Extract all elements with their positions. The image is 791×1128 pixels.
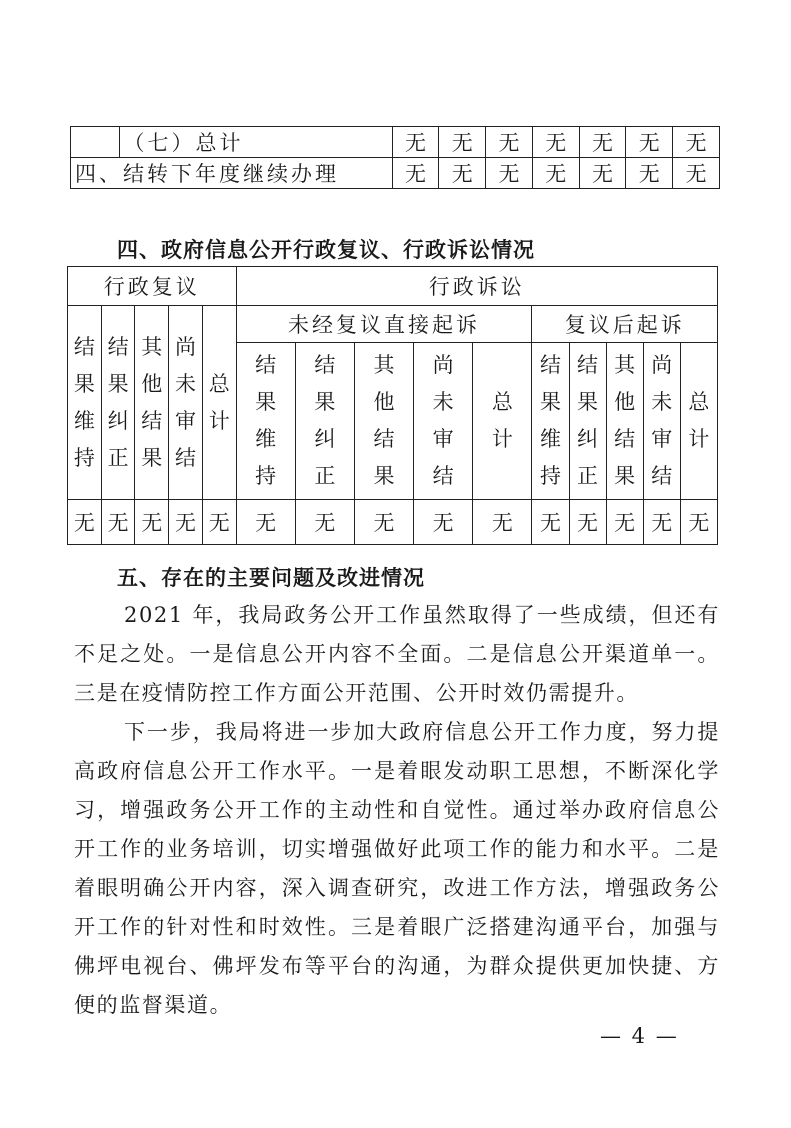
- review-litigation-table: [67, 266, 718, 545]
- cell-value: 无: [673, 158, 720, 189]
- col-header: [236, 343, 295, 500]
- col-header: [569, 343, 606, 500]
- cell-value: 无: [486, 158, 533, 189]
- table-row: [68, 267, 718, 306]
- cell-value: 无: [673, 127, 720, 158]
- vertical-label: 其 他 结 果: [373, 353, 395, 488]
- col-header: [101, 306, 135, 500]
- cell-value: 无: [169, 500, 203, 545]
- cell-value: 无: [202, 500, 236, 545]
- after-review-header: 复议后起诉: [532, 306, 718, 343]
- cell-value: 无: [473, 500, 532, 545]
- cell-value: 无: [439, 127, 486, 158]
- table-row: [71, 127, 720, 158]
- cell-value: 无: [486, 127, 533, 158]
- cell-value: 无: [354, 500, 413, 545]
- cell-value: 无: [532, 127, 579, 158]
- col-header: [532, 343, 569, 500]
- vertical-label: 尚 未 审 结: [175, 334, 197, 470]
- col-header: [354, 343, 413, 500]
- cell-value: 无: [626, 158, 673, 189]
- cell-value: 无: [101, 500, 135, 545]
- cell-value: 无: [295, 500, 354, 545]
- vertical-label: 结 果 维 持: [539, 353, 561, 488]
- col-header: [473, 343, 532, 500]
- cell-value: 无: [68, 500, 102, 545]
- cell-value: 无: [532, 158, 579, 189]
- cell-value: 无: [579, 127, 626, 158]
- vertical-label: 结 果 维 持: [73, 334, 95, 470]
- vertical-label: 结 果 纠 正: [107, 334, 129, 470]
- paragraph: 下一步，我局将进一步加大政府信息公开工作力度，努力提高政府信息公开工作水平。一是着眼发动职工思想，不断深化学习，增强政务公开工作的主动性和自觉性。通过举办政府信息公开工作的业务培训，切实增强做好此项工作的能力和水平。二是着眼明确公开内容，深入调查研究，改进工作方法，增强政务公开工作的针对性和时效性。三是着眼广泛搭建沟通平台，加强与佛坪电视台、佛坪发布等平台的沟通，为群众提供更加快捷、方便的监督渠道。: [74, 720, 720, 1017]
- vertical-label: 总 计: [491, 390, 513, 451]
- table-row: [71, 158, 720, 189]
- cell-value: 无: [626, 127, 673, 158]
- cell-value: 无: [392, 127, 439, 158]
- vertical-label: 结 果 维 持: [255, 353, 277, 488]
- section-heading: 五、存在的主要问题及改进情况: [117, 566, 425, 590]
- col-header: [169, 306, 203, 500]
- table-row: [68, 306, 718, 343]
- cell-value: 无: [579, 158, 626, 189]
- cell-value: 无: [532, 500, 569, 545]
- vertical-label: 结 果 纠 正: [314, 353, 336, 488]
- col-header: [68, 306, 102, 500]
- direct-suit-header: 未经复议直接起诉: [236, 306, 532, 343]
- paragraph: 2021 年，我局政务公开工作虽然取得了一些成绩，但还有不足之处。一是信息公开内容不全面。二是信息公开渠道单一。三是在疫情防控工作方面公开范围、公开时效仍需提升。: [74, 603, 720, 705]
- cell-value: 无: [569, 500, 606, 545]
- cell-value: 无: [392, 158, 439, 189]
- vertical-label: 尚 未 审 结: [432, 353, 454, 488]
- row-label: （七）总计: [119, 127, 392, 158]
- col-header: [643, 343, 680, 500]
- col-header: [414, 343, 473, 500]
- table-row: [68, 500, 718, 545]
- cell-value: 无: [439, 158, 486, 189]
- page-number: — 4 —: [600, 1024, 679, 1048]
- empty-cell: [71, 127, 120, 158]
- vertical-label: 其 他 结 果: [614, 353, 636, 488]
- vertical-label: 总 计: [688, 390, 710, 451]
- cell-value: 无: [606, 500, 643, 545]
- vertical-label: 结 果 纠 正: [577, 353, 599, 488]
- row-label: 四、结转下年度继续办理: [71, 158, 393, 189]
- cell-value: 无: [236, 500, 295, 545]
- cell-value: 无: [643, 500, 680, 545]
- cell-value: 无: [680, 500, 717, 545]
- cell-value: 无: [135, 500, 169, 545]
- vertical-label: 尚 未 审 结: [651, 353, 673, 488]
- vertical-label: 其 他 结 果: [141, 334, 163, 470]
- disclosure-summary-table: [70, 126, 720, 189]
- admin-review-header: 行政复议: [68, 267, 237, 306]
- col-header: [295, 343, 354, 500]
- admin-litigation-header: 行政诉讼: [236, 267, 717, 306]
- col-header: [202, 306, 236, 500]
- section-heading: 四、政府信息公开行政复议、行政诉讼情况: [117, 238, 535, 262]
- vertical-label: 总 计: [208, 371, 230, 433]
- col-header: [680, 343, 717, 500]
- col-header: [135, 306, 169, 500]
- cell-value: 无: [414, 500, 473, 545]
- col-header: [606, 343, 643, 500]
